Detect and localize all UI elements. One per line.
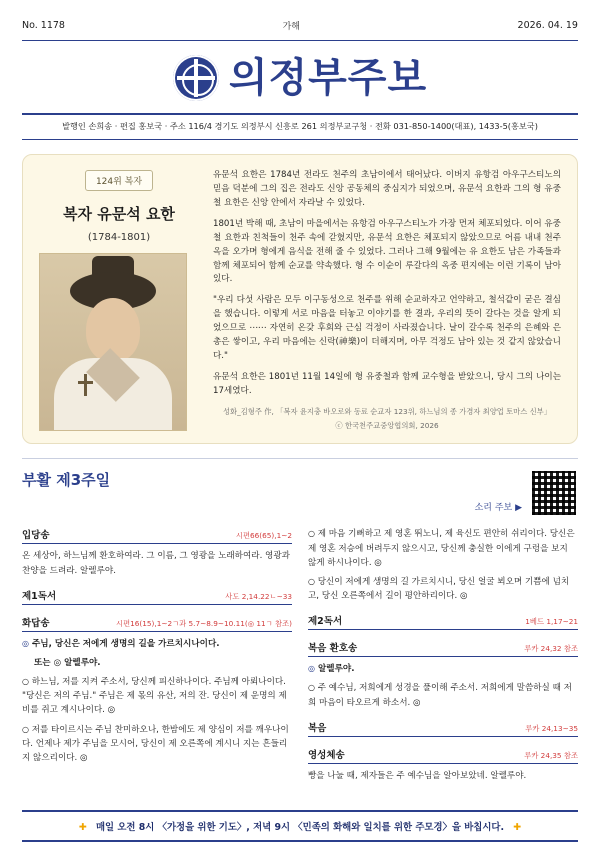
- status-badge: 124위 복자: [85, 170, 153, 191]
- audio-bulletin-link[interactable]: 소리 주보 ▶: [474, 502, 522, 513]
- saint-portrait: [39, 253, 187, 431]
- saint-paragraph: 유문석 요한은 1801년 11월 14일에 형 유중철과 함께 교수형을 받았으니, 당시 그의 나이는 17세였다.: [213, 371, 561, 396]
- issue-date: 2026. 04. 19: [517, 19, 578, 31]
- verse-mark: ○: [22, 677, 29, 687]
- saint-years: (1784-1801): [87, 232, 151, 243]
- section-responsorial-psalm: [22, 615, 292, 765]
- acclamation-verse: [308, 681, 578, 709]
- section-first-reading: [22, 588, 292, 605]
- saint-biography: [213, 169, 561, 431]
- qr-code-icon[interactable]: [530, 469, 578, 517]
- left-column: [22, 527, 292, 793]
- liturgy-header: [22, 469, 578, 517]
- psalm-verse-text: 하느님, 저를 지켜 주소서, 당신께 피신하나이다. 주님께 아뢰나이다. "당신은 저의 주님." 주님은 제 몫의 유산, 저의 잔. 당신이 제 운명의 제비를 쥐고 계시나이다. ◎: [22, 677, 287, 716]
- image-credit-line1: 성화_김형주 作, 「복자 윤지충 바오로와 동료 순교자 123위, 하느님의 종 가경자 최양업 토마스 신부」: [222, 406, 551, 416]
- psalm-response: [22, 637, 292, 651]
- acclamation-response-text: 알렐루야.: [317, 664, 355, 675]
- section-text: 온 세상아, 하느님께 환호하여라. 그 이름, 그 영광을 노래하여라. 영광과 찬양을 드려라. 알렐루야.: [22, 551, 290, 576]
- section-title: 입당송: [22, 530, 50, 542]
- psalm-verse-text: 제 마음 기뻐하고 제 영혼 뛰노니, 제 육신도 편안히 쉬리이다. 당신은 제 영혼 저승에 버려두지 않으시고, 당신께 충실한 이에게 구렁을 보지 않게 하시나이다. ◎: [308, 529, 575, 568]
- page-title: 의정부주보: [228, 55, 428, 101]
- section-title: 영성체송: [308, 749, 345, 761]
- section-title: 화답송: [22, 617, 50, 629]
- section-psalm-continued: [308, 527, 578, 603]
- right-column: [308, 527, 578, 793]
- section-reference: 시편66(65),1~2: [235, 531, 292, 541]
- saint-paragraph: 유문석 요한은 1784년 전라도 천주의 초남이에서 태어났다. 이버지 유항검 아우구스티노의 믿음 덕분에 그의 집은 전라도 신앙 공동체의 중심지가 되었으며, 유문석 요한과 그의 형 유중철 요한은 신앙 안에서 자라날 수 있었다.: [213, 170, 561, 208]
- section-reference: 사도 2,14.22ㄴ~33: [225, 591, 292, 601]
- top-bar: [22, 10, 578, 41]
- response-mark: ◎: [22, 638, 29, 648]
- response-mark: ◎: [308, 664, 315, 674]
- image-credit: [213, 406, 561, 432]
- footer-text: 매일 오전 8시 〈가정을 위한 기도〉, 저녁 9시 〈민족의 화해와 일치를 위한 주모경〉을 바칩시다.: [95, 822, 504, 833]
- publisher-info: 발행인 손희송 · 편집 홍보국 · 주소 116/4 경기도 의정부시 신흥로 261 의정부교구청 · 전화 031-850-1400(대표), 1433-5(홍보국): [22, 113, 578, 140]
- section-title: 복음: [308, 722, 327, 734]
- masthead: [22, 55, 578, 101]
- cross-ornament-icon: ✚: [513, 822, 522, 833]
- section-reference: 시편16(15),1~2ㄱ과 5.7~8.9~10.11(◎ 11ㄱ 참조): [116, 618, 292, 628]
- section-title: 복음 환호송: [308, 643, 358, 655]
- psalm-verse: [308, 575, 578, 603]
- section-reference: 루카 24,35 참조: [524, 750, 578, 760]
- image-credit-line2: ⓒ 한국천주교중앙협의회, 2026: [335, 420, 439, 430]
- section-reference: 루카 24,32 참조: [524, 644, 578, 654]
- verse-mark: ○: [308, 576, 315, 586]
- saint-feature-panel: [22, 154, 578, 444]
- psalm-verse-text: 저를 타이르시는 주님 찬미하오나, 한밤에도 제 양심이 저를 깨우나이다. 언제나 제가 주님을 모시어, 당신이 제 오른쪽에 계시니 지는 흔들리지 않으리이다. ◎: [22, 724, 289, 763]
- acclamation-verse-text: 주 예수님, 저희에게 성경을 풀이해 주소서. 저희에게 말씀하실 때 저희 마음이 타오르게 하소서. ◎: [308, 683, 572, 708]
- divider: [22, 458, 578, 459]
- section-entrance-antiphon: [22, 527, 292, 577]
- section-gospel: [308, 720, 578, 737]
- psalm-response-text: 주님, 당신은 저에게 생명의 길을 가르치시나이다.: [31, 638, 220, 649]
- psalm-verse: [308, 527, 578, 570]
- section-reference: 루카 24,13~35: [525, 723, 578, 733]
- footer-banner: [22, 810, 578, 842]
- section-gospel-acclamation: [308, 640, 578, 710]
- section-text: 빵을 나눌 때, 제자들은 주 예수님을 알아보았네. 알렐루야.: [308, 770, 527, 781]
- cross-ornament-icon: ✚: [78, 822, 87, 833]
- issue-number: No. 1178: [22, 19, 65, 31]
- section-title: 제2독서: [308, 616, 343, 628]
- saint-quote: "우리 다섯 사람은 모두 이구동성으로 천주를 위해 순교하자고 언약하고, 철석같이 굳은 결심을 했습니다. 이렇게 서로 마음을 터놓고 이야기를 한 결과, 우리의 뜻이 갈다는 것을 알게 되었으므로 ⋯⋯ 자연히 온갖 후회와 근심 걱정이 사라졌습니다. 날이 갈수록 천주의 은혜와 은총은 쌓이고, 우리 마음에는 신락(神樂)이 더해지며, 아무 걱정도 남아 있는 것 같지 않았습니다.": [213, 295, 561, 362]
- liturgy-header-right: [475, 469, 578, 517]
- section-second-reading: [308, 613, 578, 630]
- psalm-response-alt: 또는 ◎ 알렐루야.: [34, 657, 101, 668]
- verse-mark: ○: [308, 529, 315, 539]
- psalm-verse-text: 당신이 저에게 생명의 길 가르치시니, 당신 얼굴 뵈오며 기쁨에 넘치고, 당신 오른쪽에서 길이 평안하리이다. ◎: [308, 576, 570, 602]
- liturgical-year-label: 가해: [282, 21, 300, 32]
- liturgy-columns: [22, 527, 578, 793]
- cross-circle-logo-icon: [173, 55, 219, 101]
- verse-mark: ○: [22, 724, 29, 734]
- psalm-verse: [22, 723, 292, 766]
- saint-paragraph: 1801년 박해 때, 초남이 마을에서는 유항검 아우구스티노가 가장 먼저 체포되었다. 이어 유중철 요한과 친척들이 천주 속에 갇혔지만, 유문석 요한은 체포되지 않았으므로 어름 내내 천주 옥을 오가며 형에게 음식을 전해 줄 수 있었다. 그러나 그해 9월에는 유 요한도 남은 가족들과 함께 체포되어 함께 순교를 약속했다. 형 수 이순이 루갈다의 옥중 편지에는 이런 기록이 남아 있다.: [213, 218, 561, 285]
- liturgy-title: 부활 제3주일: [22, 471, 111, 490]
- newsletter-page: [0, 10, 600, 858]
- section-title: 제1독서: [22, 590, 57, 602]
- acclamation-response: [308, 662, 578, 676]
- section-communion-antiphon: [308, 747, 578, 783]
- section-reference: 1베드 1,17~21: [525, 617, 578, 627]
- psalm-verse: [22, 675, 292, 718]
- saint-left-column: [39, 169, 199, 431]
- verse-mark: ○: [308, 683, 315, 693]
- saint-name: 복자 유문석 요한: [63, 205, 175, 223]
